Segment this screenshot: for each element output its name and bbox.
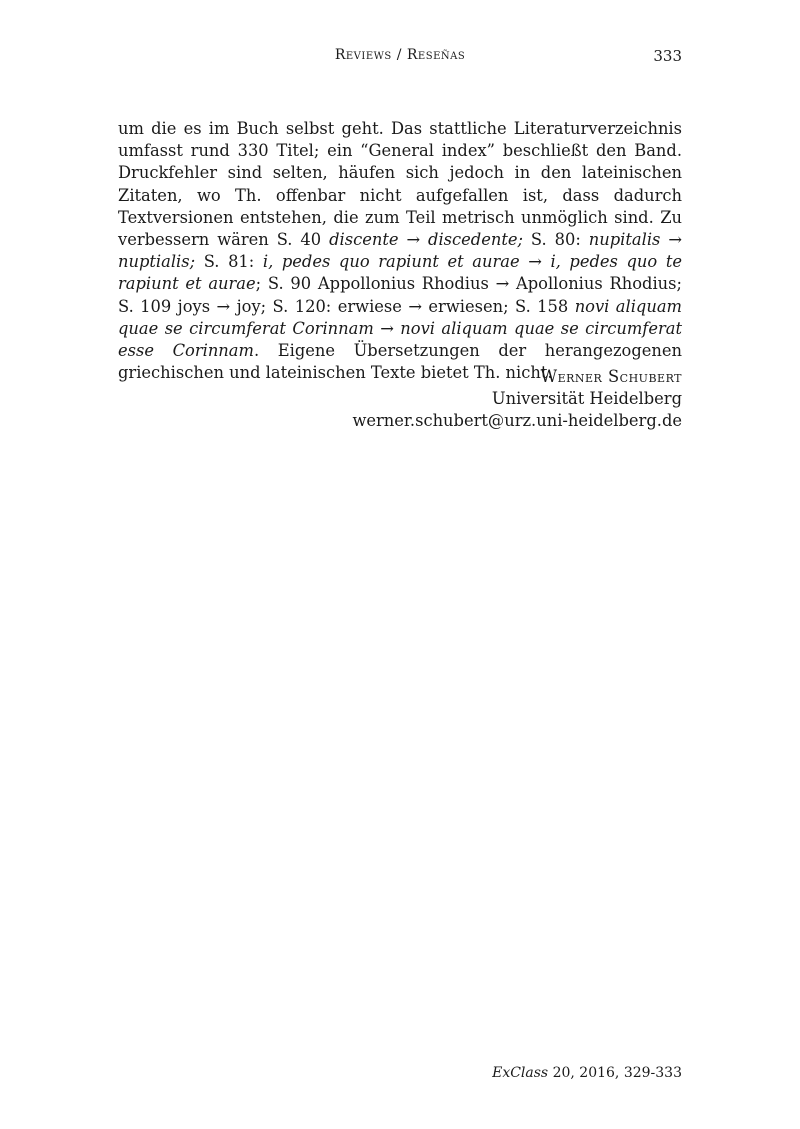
review-paragraph <box>118 118 682 384</box>
text-segment: um die es im Buch selbst geht. Das stattliche Literaturverzeichnis umfasst rund 330 Titel; ein “General index” beschließt den Band. Druckfehler sind selten, häufen sich jedoch in den lateinischen Zitaten, wo Th. offenbar nicht aufgefallen ist, dass dadurch Textversionen entstehen, die zum Teil metrisch unmöglich sind. Zu verbessern wären S. 40 <box>118 119 682 250</box>
running-header: Reviews / Reseñas <box>334 47 466 63</box>
page-number: 333 <box>653 47 682 65</box>
text-segment-italic: discente → discedente; <box>329 230 523 250</box>
author-name: Werner Schubert <box>540 367 682 386</box>
journal-name: ExClass <box>492 1065 549 1081</box>
text-segment: ; S. 90 Appollonius Rhodius → Apollonius Rhodius; S. 109 joys → joy; S. 120: erwiese → erwiesen; S. 158 <box>118 274 682 316</box>
citation-details: 20, 2016, 329-333 <box>548 1065 682 1081</box>
text-segment-italic: nupitalis → nuptialis; <box>118 230 682 272</box>
footer-citation <box>492 1065 682 1081</box>
text-segment: . Eigene Übersetzungen der herangezogenen griechischen und lateinischen Texte bietet Th. nicht. <box>118 341 683 383</box>
author-affiliation: Universität Heidelberg <box>491 389 682 408</box>
text-segment: S. 80: <box>522 230 589 250</box>
text-segment-italic: i, pedes quo rapiunt et aurae → i, pedes quo te rapiunt et aurae <box>118 252 682 294</box>
signature-block <box>352 366 682 432</box>
text-segment-italic: novi aliquam quae se circumferat Corinnam → novi aliquam quae se circumferat esse Corinnam <box>118 296 682 361</box>
text-segment: S. 81: <box>195 252 263 272</box>
author-email[interactable]: werner.schubert@urz.uni-heidelberg.de <box>352 411 682 430</box>
